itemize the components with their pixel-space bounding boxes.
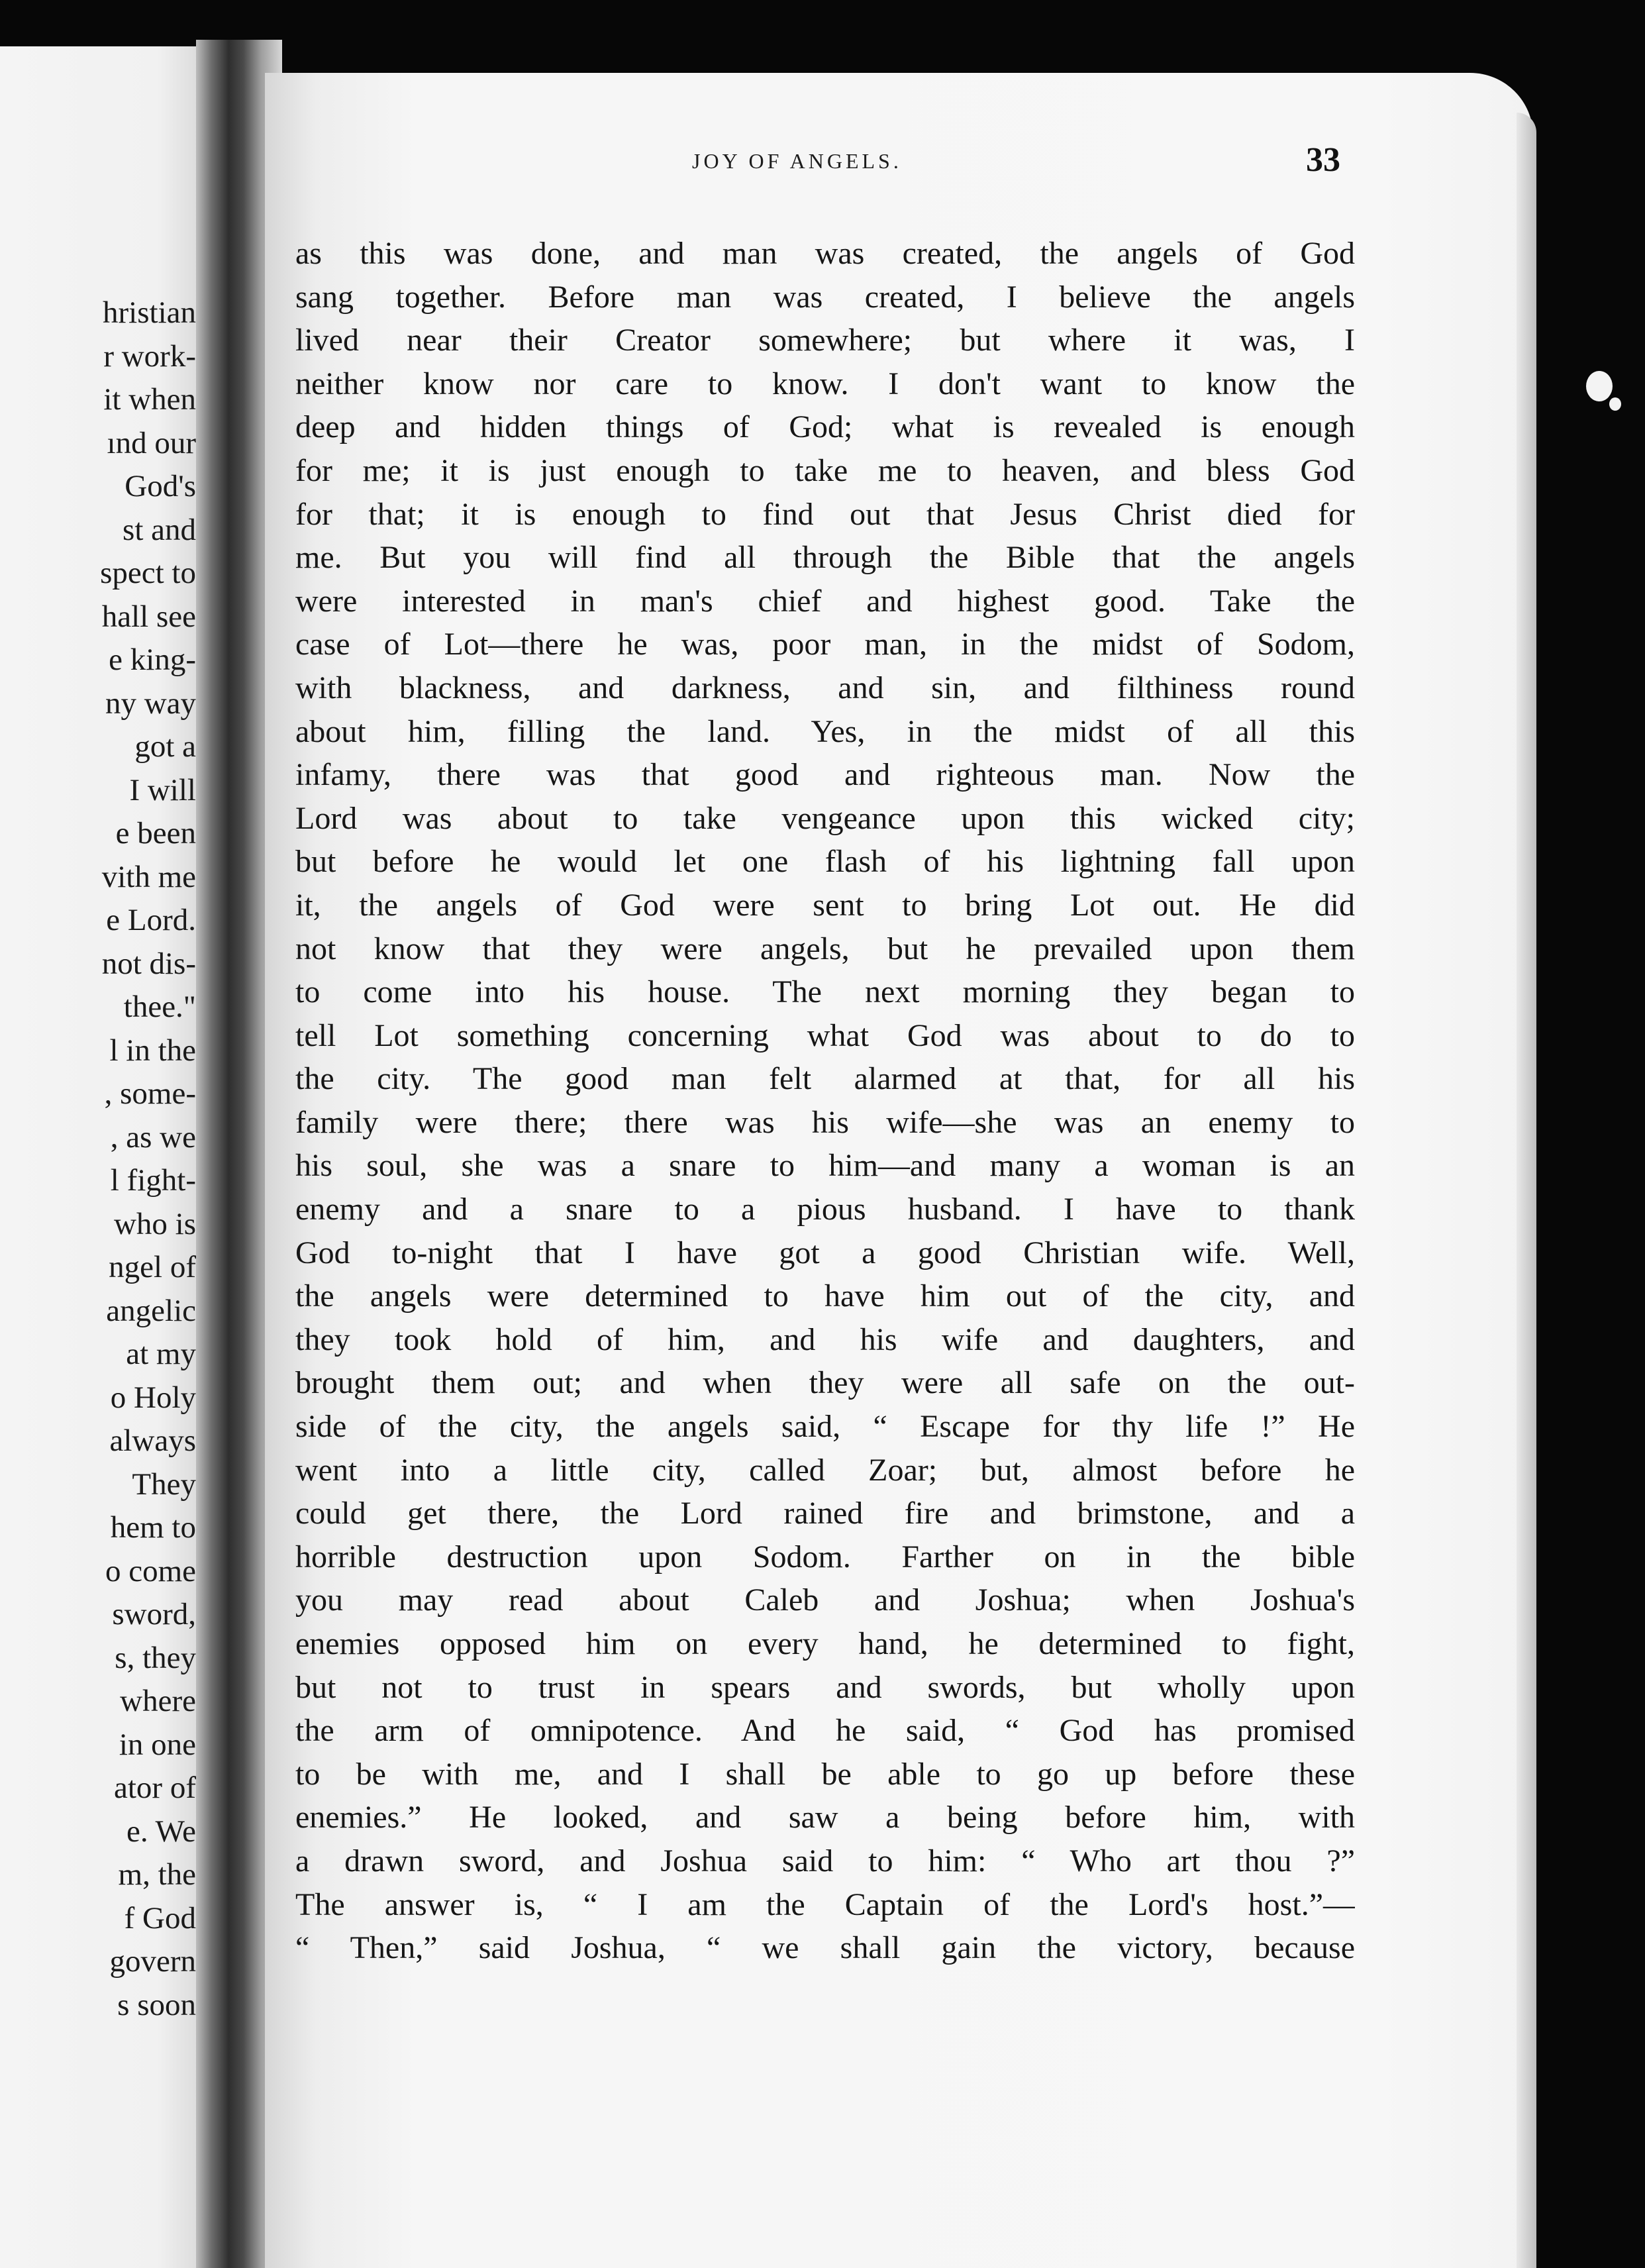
text-line: me. But you will find all through the Bible that the angels <box>295 540 1355 576</box>
text-line: deep and hidden things of God; what is revealed is enough <box>295 409 1355 445</box>
text-line: were interested in man's chief and highest good. Take the <box>295 583 1355 619</box>
facing-line: l fight- <box>110 1163 196 1198</box>
facing-line: vith me <box>101 859 196 894</box>
facing-line: govern <box>109 1944 196 1979</box>
text-line: enemies opposed him on every hand, he determined to fight, <box>295 1626 1355 1661</box>
facing-line: sword, <box>112 1597 196 1631</box>
text-line: side of the city, the angels said, “ Escape for thy life !” He <box>295 1409 1355 1445</box>
text-line: The answer is, “ I am the Captain of the Lord's host.”— <box>295 1886 1355 1922</box>
facing-line: s, they <box>115 1640 196 1675</box>
facing-line: it when <box>103 382 196 417</box>
facing-line: hristian <box>103 295 196 330</box>
page-edge <box>1517 113 1536 2268</box>
text-line: “ Then,” said Joshua, “ we shall gain the victory, because <box>295 1930 1355 1966</box>
facing-line: , as we <box>110 1119 196 1155</box>
facing-line: hem to <box>110 1510 196 1545</box>
text-line: but before he would let one flash of his lightning fall upon <box>295 844 1355 880</box>
text-line: case of Lot—there he was, poor man, in the midst of Sodom, <box>295 627 1355 662</box>
running-title: JOY OF ANGELS. <box>692 149 902 173</box>
page-number: 33 <box>1306 141 1340 179</box>
facing-page-text <box>0 291 196 2027</box>
text-line: to be with me, and I shall be able to go up before these <box>295 1756 1355 1792</box>
text-line: horrible destruction upon Sodom. Farther on in the bible <box>295 1539 1355 1574</box>
facing-line: l in the <box>109 1033 196 1068</box>
facing-line: f God <box>124 1900 196 1935</box>
facing-line: m, the <box>118 1857 196 1892</box>
text-line: could get there, the Lord rained fire and brimstone, and a <box>295 1496 1355 1531</box>
text-line: lived near their Creator somewhere; but where it was, I <box>295 323 1355 358</box>
text-line: the city. The good man felt alarmed at that, for all his <box>295 1061 1355 1097</box>
facing-line: r work- <box>103 338 196 374</box>
text-line: a drawn sword, and Joshua said to him: “ Who art thou ?” <box>295 1843 1355 1879</box>
facing-line: in one <box>119 1727 196 1762</box>
facing-line: got a <box>134 729 196 764</box>
facing-line: They <box>132 1467 196 1502</box>
facing-line: where <box>120 1684 196 1718</box>
facing-line: o Holy <box>110 1380 196 1415</box>
text-line: Lord was about to take vengeance upon this wicked city; <box>295 800 1355 836</box>
text-line: to come into his house. The next morning they began to <box>295 974 1355 1010</box>
text-line: not know that they were angels, but he prevailed upon them <box>295 931 1355 966</box>
text-line: brought them out; and when they were all safe on the out- <box>295 1365 1355 1401</box>
text-line: as this was done, and man was created, the angels of God <box>295 236 1355 271</box>
scan-speck <box>1586 371 1613 401</box>
text-line: about him, filling the land. Yes, in the midst of all this <box>295 713 1355 749</box>
text-line: enemy and a snare to a pious husband. I have to thank <box>295 1192 1355 1227</box>
text-line: sang together. Before man was created, I believe the angels <box>295 279 1355 315</box>
facing-line: o come <box>105 1553 196 1588</box>
facing-line: , some- <box>104 1076 196 1111</box>
facing-line: e Lord. <box>106 903 196 937</box>
text-line: tell Lot something concerning what God was about to do to <box>295 1017 1355 1053</box>
facing-line: who is <box>113 1206 196 1241</box>
text-line: it, the angels of God were sent to bring Lot out. He did <box>295 887 1355 923</box>
facing-line: e. We <box>126 1814 196 1849</box>
facing-line: always <box>109 1423 196 1458</box>
facing-line: e king- <box>109 643 196 677</box>
text-line: for that; it is enough to find out that Jesus Christ died for <box>295 496 1355 532</box>
text-line: his soul, she was a snare to him—and many a woman is an <box>295 1148 1355 1184</box>
facing-line: ator of <box>114 1771 196 1805</box>
text-line: but not to trust in spears and swords, but wholly upon <box>295 1669 1355 1705</box>
text-line: infamy, there was that good and righteous man. Now the <box>295 757 1355 793</box>
facing-line: thee." <box>123 990 196 1024</box>
text-line: neither know nor care to know. I don't want to know the <box>295 366 1355 401</box>
text-line: you may read about Caleb and Joshua; when Joshua's <box>295 1582 1355 1618</box>
scan-speck <box>1609 397 1621 411</box>
text-line: family were there; there was his wife—she was an enemy to <box>295 1104 1355 1140</box>
facing-line: e been <box>115 816 196 850</box>
facing-line: I will <box>129 772 196 807</box>
facing-line: at my <box>126 1337 196 1371</box>
facing-line: angelic <box>106 1293 196 1328</box>
text-line: the angels were determined to have him out of the city, and <box>295 1278 1355 1314</box>
text-line: went into a little city, called Zoar; but, almost before he <box>295 1452 1355 1488</box>
facing-line: ny way <box>105 686 196 721</box>
text-line: enemies.” He looked, and saw a being before him, with <box>295 1800 1355 1835</box>
facing-line: ınd our <box>107 425 196 460</box>
facing-line: ngel of <box>109 1250 196 1284</box>
text-line: God to-night that I have got a good Christian wife. Well, <box>295 1235 1355 1270</box>
facing-page <box>0 46 225 2268</box>
facing-line: God's <box>125 469 196 503</box>
facing-line: spect to <box>100 556 196 590</box>
facing-line: hall see <box>101 599 196 634</box>
facing-line: s soon <box>117 1987 196 2022</box>
body-text <box>295 232 1355 1970</box>
text-line: they took hold of him, and his wife and daughters, and <box>295 1321 1355 1357</box>
text-line: the arm of omnipotence. And he said, “ God has promised <box>295 1713 1355 1749</box>
text-line: with blackness, and darkness, and sin, and filthiness round <box>295 670 1355 705</box>
facing-line: not dis- <box>101 946 196 981</box>
text-line: for me; it is just enough to take me to heaven, and bless God <box>295 452 1355 488</box>
facing-line: st and <box>123 512 196 547</box>
